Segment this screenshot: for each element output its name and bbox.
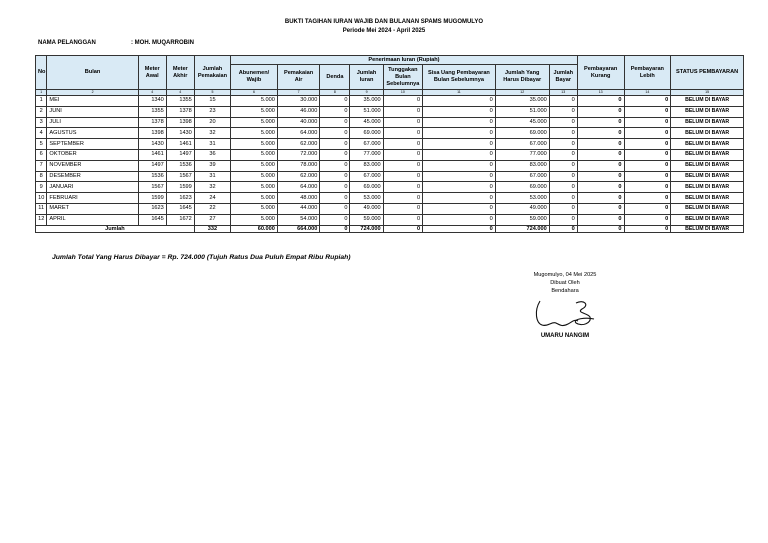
- row-harus-dibayar: 59.000: [495, 214, 549, 225]
- column-number: 13: [549, 90, 577, 96]
- row-no: 8: [36, 171, 47, 182]
- row-sisa-uang: 0: [423, 117, 496, 128]
- row-jumlah-iuran: 59.000: [350, 214, 383, 225]
- column-number: 5: [194, 90, 230, 96]
- row-harus-dibayar: 45.000: [495, 117, 549, 128]
- row-bulan: APRIL: [47, 214, 138, 225]
- row-denda: 0: [320, 203, 350, 214]
- row-harus-dibayar: 83.000: [495, 160, 549, 171]
- row-sisa-uang: 0: [423, 149, 496, 160]
- row-status: BELUM DI BAYAR: [671, 149, 744, 160]
- row-lebih: 0: [624, 214, 671, 225]
- row-abunemen: 5.000: [231, 139, 278, 150]
- row-meter-awal: 1497: [138, 160, 166, 171]
- row-jumlah-bayar: 0: [549, 96, 577, 107]
- row-pemakaian-air: 40.000: [277, 117, 320, 128]
- row-denda: 0: [320, 214, 350, 225]
- row-sisa-uang: 0: [423, 128, 496, 139]
- header-sisa-uang: Sisa Uang Pembayaran Bulan Sebelumnya: [423, 65, 496, 90]
- row-pemakaian-air: 54.000: [277, 214, 320, 225]
- row-kurang: 0: [577, 139, 624, 150]
- totals-row: [36, 225, 744, 232]
- row-sisa-uang: 0: [423, 96, 496, 107]
- row-kurang: 0: [577, 96, 624, 107]
- row-pemakaian: 31: [194, 171, 230, 182]
- row-pemakaian: 23: [194, 106, 230, 117]
- row-denda: 0: [320, 139, 350, 150]
- table-row: [36, 149, 744, 160]
- row-sisa-uang: 0: [423, 171, 496, 182]
- row-bulan: OKTOBER: [47, 149, 138, 160]
- row-tunggakan: 0: [383, 106, 422, 117]
- table-row: [36, 160, 744, 171]
- table-row: [36, 106, 744, 117]
- row-bulan: SEPTEMBER: [47, 139, 138, 150]
- row-kurang: 0: [577, 203, 624, 214]
- row-bulan: JULI: [47, 117, 138, 128]
- row-denda: 0: [320, 128, 350, 139]
- row-jumlah-bayar: 0: [549, 182, 577, 193]
- row-meter-akhir: 1672: [166, 214, 194, 225]
- header-meter-awal: Meter Awal: [138, 56, 166, 90]
- row-no: 11: [36, 203, 47, 214]
- row-tunggakan: 0: [383, 214, 422, 225]
- totals-lebih: 0: [624, 225, 671, 232]
- signature-place-date: Mugomulyo, 04 Mei 2025: [533, 272, 597, 278]
- header-abunemen: Abunemen/ Wajib: [231, 65, 278, 90]
- row-lebih: 0: [624, 160, 671, 171]
- row-abunemen: 5.000: [231, 171, 278, 182]
- row-denda: 0: [320, 96, 350, 107]
- row-abunemen: 5.000: [231, 203, 278, 214]
- row-meter-awal: 1623: [138, 203, 166, 214]
- row-pemakaian-air: 62.000: [277, 139, 320, 150]
- column-number: 14: [624, 90, 671, 96]
- row-pemakaian-air: 78.000: [277, 160, 320, 171]
- table-row: [36, 182, 744, 193]
- row-pemakaian-air: 64.000: [277, 182, 320, 193]
- row-abunemen: 5.000: [231, 214, 278, 225]
- row-denda: 0: [320, 182, 350, 193]
- row-pemakaian-air: 30.000: [277, 96, 320, 107]
- totals-abunemen: 60.000: [231, 225, 278, 232]
- row-meter-akhir: 1623: [166, 193, 194, 204]
- row-bulan: MEI: [47, 96, 138, 107]
- row-kurang: 0: [577, 182, 624, 193]
- row-status: BELUM DI BAYAR: [671, 160, 744, 171]
- row-abunemen: 5.000: [231, 128, 278, 139]
- row-status: BELUM DI BAYAR: [671, 193, 744, 204]
- document-period: Periode Mei 2024 - April 2025: [342, 28, 426, 34]
- row-pemakaian-air: 72.000: [277, 149, 320, 160]
- row-meter-akhir: 1355: [166, 96, 194, 107]
- row-pemakaian-air: 48.000: [277, 193, 320, 204]
- column-number: 6: [231, 90, 278, 96]
- row-meter-awal: 1340: [138, 96, 166, 107]
- row-jumlah-iuran: 53.000: [350, 193, 383, 204]
- totals-pemakaian-air: 664.000: [277, 225, 320, 232]
- row-denda: 0: [320, 160, 350, 171]
- row-lebih: 0: [624, 117, 671, 128]
- row-jumlah-iuran: 45.000: [350, 117, 383, 128]
- row-harus-dibayar: 35.000: [495, 96, 549, 107]
- row-lebih: 0: [624, 182, 671, 193]
- row-kurang: 0: [577, 117, 624, 128]
- row-bulan: MARET: [47, 203, 138, 214]
- header-harus-dibayar: Jumlah Yang Harus Dibayar: [495, 65, 549, 90]
- row-denda: 0: [320, 149, 350, 160]
- totals-jumlah-iuran: 724.000: [350, 225, 383, 232]
- row-abunemen: 5.000: [231, 106, 278, 117]
- totals-label: Jumlah: [36, 225, 195, 232]
- row-jumlah-iuran: 67.000: [350, 171, 383, 182]
- row-pemakaian: 31: [194, 139, 230, 150]
- row-lebih: 0: [624, 96, 671, 107]
- row-pemakaian: 39: [194, 160, 230, 171]
- row-no: 4: [36, 128, 47, 139]
- column-number: 9: [350, 90, 383, 96]
- row-bulan: AGUSTUS: [47, 128, 138, 139]
- header-tunggakan: Tunggakan Bulan Sebelumnya: [383, 65, 422, 90]
- row-jumlah-iuran: 51.000: [350, 106, 383, 117]
- row-sisa-uang: 0: [423, 160, 496, 171]
- row-meter-akhir: 1461: [166, 139, 194, 150]
- column-number: 1: [36, 90, 47, 96]
- row-no: 12: [36, 214, 47, 225]
- row-lebih: 0: [624, 106, 671, 117]
- row-pemakaian-air: 64.000: [277, 128, 320, 139]
- row-meter-akhir: 1497: [166, 149, 194, 160]
- row-pemakaian-air: 46.000: [277, 106, 320, 117]
- table-row: [36, 139, 744, 150]
- row-tunggakan: 0: [383, 203, 422, 214]
- row-sisa-uang: 0: [423, 203, 496, 214]
- row-status: BELUM DI BAYAR: [671, 128, 744, 139]
- row-bulan: NOVEMBER: [47, 160, 138, 171]
- row-tunggakan: 0: [383, 128, 422, 139]
- row-tunggakan: 0: [383, 139, 422, 150]
- column-number: 10: [383, 90, 422, 96]
- table-row: [36, 203, 744, 214]
- header-meter-akhir: Meter Akhir: [166, 56, 194, 90]
- column-number: 11: [423, 90, 496, 96]
- row-tunggakan: 0: [383, 182, 422, 193]
- row-abunemen: 5.000: [231, 160, 278, 171]
- row-no: 1: [36, 96, 47, 107]
- header-bulan: Bulan: [47, 56, 138, 90]
- row-no: 7: [36, 160, 47, 171]
- column-number: 13: [577, 90, 624, 96]
- row-lebih: 0: [624, 203, 671, 214]
- row-meter-akhir: 1378: [166, 106, 194, 117]
- totals-denda: 0: [320, 225, 350, 232]
- row-kurang: 0: [577, 160, 624, 171]
- header-status-pembayaran: STATUS PEMBAYARAN: [671, 56, 744, 90]
- row-bulan: JUNI: [47, 106, 138, 117]
- row-kurang: 0: [577, 214, 624, 225]
- row-abunemen: 5.000: [231, 117, 278, 128]
- header-penerimaan-iuran: Penerimaan Iuran (Rupiah): [231, 56, 578, 65]
- row-kurang: 0: [577, 193, 624, 204]
- row-kurang: 0: [577, 106, 624, 117]
- row-meter-akhir: 1398: [166, 117, 194, 128]
- row-jumlah-bayar: 0: [549, 171, 577, 182]
- totals-kurang: 0: [577, 225, 624, 232]
- row-denda: 0: [320, 106, 350, 117]
- column-number: 15: [671, 90, 744, 96]
- totals-tunggakan: 0: [383, 225, 422, 232]
- row-no: 6: [36, 149, 47, 160]
- row-harus-dibayar: 51.000: [495, 106, 549, 117]
- row-status: BELUM DI BAYAR: [671, 106, 744, 117]
- row-kurang: 0: [577, 149, 624, 160]
- row-meter-akhir: 1645: [166, 203, 194, 214]
- header-jumlah-pemakaian: Jumlah Pemakaian: [194, 56, 230, 90]
- row-no: 5: [36, 139, 47, 150]
- row-pemakaian: 36: [194, 149, 230, 160]
- row-tunggakan: 0: [383, 160, 422, 171]
- row-tunggakan: 0: [383, 171, 422, 182]
- document-title: BUKTI TAGIHAN IURAN WAJIB DAN BULANAN SPAMS MUGOMULYO: [284, 19, 484, 25]
- row-pemakaian: 20: [194, 117, 230, 128]
- row-harus-dibayar: 67.000: [495, 171, 549, 182]
- row-status: BELUM DI BAYAR: [671, 203, 744, 214]
- row-jumlah-iuran: 69.000: [350, 128, 383, 139]
- row-meter-awal: 1430: [138, 139, 166, 150]
- row-status: BELUM DI BAYAR: [671, 182, 744, 193]
- customer-label: NAMA PELANGGAN: [38, 40, 96, 46]
- row-tunggakan: 0: [383, 117, 422, 128]
- row-bulan: DESEMBER: [47, 171, 138, 182]
- row-meter-akhir: 1536: [166, 160, 194, 171]
- table-row: [36, 96, 744, 107]
- totals-pemakaian: 332: [194, 225, 230, 232]
- row-abunemen: 5.000: [231, 149, 278, 160]
- header-no: No: [36, 56, 47, 90]
- handwritten-signature: [532, 297, 602, 331]
- signature-name: UMARU NANGIM: [540, 333, 590, 339]
- row-meter-awal: 1645: [138, 214, 166, 225]
- row-lebih: 0: [624, 171, 671, 182]
- row-abunemen: 5.000: [231, 182, 278, 193]
- row-jumlah-bayar: 0: [549, 160, 577, 171]
- row-abunemen: 5.000: [231, 193, 278, 204]
- row-meter-akhir: 1599: [166, 182, 194, 193]
- row-pemakaian: 32: [194, 182, 230, 193]
- column-number: 4: [166, 90, 194, 96]
- row-lebih: 0: [624, 139, 671, 150]
- row-jumlah-bayar: 0: [549, 193, 577, 204]
- row-jumlah-bayar: 0: [549, 214, 577, 225]
- header-jumlah-bayar: Jumlah Bayar: [549, 65, 577, 90]
- row-pemakaian: 15: [194, 96, 230, 107]
- row-harus-dibayar: 69.000: [495, 182, 549, 193]
- signature-made-by: Dibuat Oleh: [550, 280, 580, 286]
- row-meter-awal: 1599: [138, 193, 166, 204]
- row-denda: 0: [320, 117, 350, 128]
- row-harus-dibayar: 67.000: [495, 139, 549, 150]
- row-sisa-uang: 0: [423, 214, 496, 225]
- row-tunggakan: 0: [383, 96, 422, 107]
- totals-harus-dibayar: 724.000: [495, 225, 549, 232]
- row-meter-awal: 1567: [138, 182, 166, 193]
- row-meter-awal: 1378: [138, 117, 166, 128]
- row-pemakaian-air: 62.000: [277, 171, 320, 182]
- row-kurang: 0: [577, 128, 624, 139]
- row-denda: 0: [320, 193, 350, 204]
- row-jumlah-bayar: 0: [549, 149, 577, 160]
- row-harus-dibayar: 49.000: [495, 203, 549, 214]
- table-row: [36, 171, 744, 182]
- row-pemakaian: 22: [194, 203, 230, 214]
- row-sisa-uang: 0: [423, 106, 496, 117]
- row-lebih: 0: [624, 149, 671, 160]
- header-pembayaran-lebih: Pembayaran Lebih: [624, 56, 671, 90]
- column-number: 12: [495, 90, 549, 96]
- row-jumlah-bayar: 0: [549, 128, 577, 139]
- row-status: BELUM DI BAYAR: [671, 171, 744, 182]
- row-meter-awal: 1398: [138, 128, 166, 139]
- totals-status: BELUM DI BAYAR: [671, 225, 744, 232]
- table-row: [36, 128, 744, 139]
- totals-jumlah-bayar: 0: [549, 225, 577, 232]
- row-jumlah-bayar: 0: [549, 117, 577, 128]
- header-pembayaran-kurang: Pembayaran Kurang: [577, 56, 624, 90]
- row-abunemen: 5.000: [231, 96, 278, 107]
- row-harus-dibayar: 53.000: [495, 193, 549, 204]
- row-no: 2: [36, 106, 47, 117]
- row-meter-akhir: 1430: [166, 128, 194, 139]
- header-jumlah-iuran: Jumlah Iuran: [350, 65, 383, 90]
- row-no: 3: [36, 117, 47, 128]
- row-lebih: 0: [624, 193, 671, 204]
- row-bulan: JANUARI: [47, 182, 138, 193]
- column-number: 2: [47, 90, 138, 96]
- table-row: [36, 193, 744, 204]
- row-meter-awal: 1536: [138, 171, 166, 182]
- row-harus-dibayar: 77.000: [495, 149, 549, 160]
- row-jumlah-iuran: 77.000: [350, 149, 383, 160]
- row-lebih: 0: [624, 128, 671, 139]
- row-sisa-uang: 0: [423, 193, 496, 204]
- column-number: 8: [320, 90, 350, 96]
- row-tunggakan: 0: [383, 149, 422, 160]
- row-status: BELUM DI BAYAR: [671, 139, 744, 150]
- row-jumlah-iuran: 83.000: [350, 160, 383, 171]
- row-pemakaian: 24: [194, 193, 230, 204]
- total-amount-note: Jumlah Total Yang Harus Dibayar = Rp. 724.000 (Tujuh Ratus Dua Puluh Empat Ribu Rupiah): [52, 254, 351, 261]
- row-bulan: FEBRUARI: [47, 193, 138, 204]
- table-row: [36, 117, 744, 128]
- row-jumlah-bayar: 0: [549, 203, 577, 214]
- row-tunggakan: 0: [383, 193, 422, 204]
- row-jumlah-iuran: 35.000: [350, 96, 383, 107]
- header-denda: Denda: [320, 65, 350, 90]
- row-no: 10: [36, 193, 47, 204]
- row-jumlah-iuran: 49.000: [350, 203, 383, 214]
- row-status: BELUM DI BAYAR: [671, 96, 744, 107]
- row-sisa-uang: 0: [423, 182, 496, 193]
- row-jumlah-iuran: 67.000: [350, 139, 383, 150]
- row-pemakaian-air: 44.000: [277, 203, 320, 214]
- row-meter-awal: 1461: [138, 149, 166, 160]
- header-pemakaian-air: Pemakaian Air: [277, 65, 320, 90]
- customer-name: : MOH. MUQARROBIN: [131, 40, 194, 46]
- row-status: BELUM DI BAYAR: [671, 117, 744, 128]
- signature-role: Bendahara: [551, 288, 579, 294]
- row-no: 9: [36, 182, 47, 193]
- row-meter-awal: 1355: [138, 106, 166, 117]
- row-meter-akhir: 1567: [166, 171, 194, 182]
- row-jumlah-iuran: 69.000: [350, 182, 383, 193]
- row-pemakaian: 27: [194, 214, 230, 225]
- column-number: 4: [138, 90, 166, 96]
- table-row: [36, 214, 744, 225]
- row-denda: 0: [320, 171, 350, 182]
- row-status: BELUM DI BAYAR: [671, 214, 744, 225]
- row-jumlah-bayar: 0: [549, 106, 577, 117]
- billing-table: [35, 55, 744, 233]
- row-sisa-uang: 0: [423, 139, 496, 150]
- totals-sisa-uang: 0: [423, 225, 496, 232]
- row-jumlah-bayar: 0: [549, 139, 577, 150]
- row-pemakaian: 32: [194, 128, 230, 139]
- row-harus-dibayar: 69.000: [495, 128, 549, 139]
- column-number: 7: [277, 90, 320, 96]
- row-kurang: 0: [577, 171, 624, 182]
